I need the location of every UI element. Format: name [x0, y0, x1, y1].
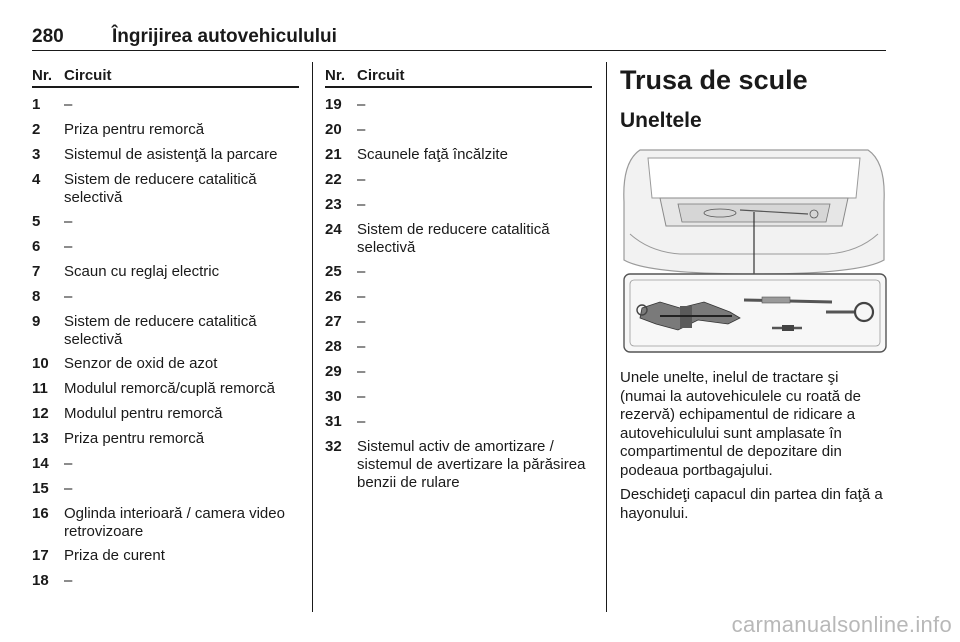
circuit-name: –	[357, 288, 366, 305]
circuit-name: Sistem de reducere catalitică selectivă	[64, 313, 257, 348]
circuit-name: Sistemul activ de amortizare / sistemul de avertizare la părăsirea benzii de rulare	[357, 438, 586, 491]
column-header-circuit: Circuit	[64, 67, 112, 84]
table-row	[325, 190, 592, 215]
table-row	[32, 424, 299, 449]
fuse-number: 11	[32, 380, 48, 397]
circuit-name: Scaun cu reglaj electric	[64, 263, 220, 280]
table-row	[32, 115, 299, 140]
fuse-number: 15	[32, 480, 49, 497]
table-row	[325, 432, 592, 492]
column-divider-1	[312, 62, 313, 612]
table-row	[325, 307, 592, 332]
circuit-name: –	[64, 213, 73, 230]
circuit-name: –	[64, 288, 73, 305]
table-row	[32, 474, 299, 499]
section-subtitle: Uneltele	[620, 109, 702, 132]
table-row	[32, 282, 299, 307]
fuse-number: 23	[325, 196, 342, 213]
circuit-name: –	[357, 171, 366, 188]
fuse-number: 5	[32, 213, 41, 230]
fuse-number: 12	[32, 405, 49, 422]
circuit-name: –	[357, 96, 366, 113]
table-row	[325, 407, 592, 432]
circuit-name: –	[357, 413, 366, 430]
table-row	[32, 90, 299, 115]
circuit-name: –	[64, 96, 73, 113]
fuse-number: 29	[325, 363, 342, 380]
table-row	[32, 165, 299, 207]
fuse-number: 20	[325, 121, 342, 138]
circuit-name: –	[64, 572, 73, 589]
fuse-number: 31	[325, 413, 342, 430]
circuit-name: Modulul pentru remorcă	[64, 405, 223, 422]
page-number: 280	[32, 26, 64, 47]
watermark: carmanualsonline.info	[731, 612, 952, 637]
table-row	[325, 332, 592, 357]
circuit-name: –	[357, 313, 366, 330]
fuse-number: 2	[32, 121, 41, 138]
table-row	[32, 257, 299, 282]
tool-kit-section	[620, 62, 888, 523]
table-row	[32, 541, 299, 566]
table-row	[32, 232, 299, 257]
fuse-number: 16	[32, 505, 49, 522]
table-row	[32, 140, 299, 165]
fuse-number: 13	[32, 430, 49, 447]
table-row	[32, 349, 299, 374]
fuse-table-right	[325, 62, 592, 492]
fuse-number: 4	[32, 171, 41, 188]
fuse-number: 19	[325, 96, 342, 113]
fuse-number: 9	[32, 313, 41, 330]
table-row	[325, 257, 592, 282]
column-divider-2	[606, 62, 607, 612]
table-row	[325, 382, 592, 407]
circuit-name: Senzor de oxid de azot	[64, 355, 218, 372]
column-header-nr: Nr.	[325, 67, 346, 84]
fuse-number: 25	[325, 263, 342, 280]
table-row	[325, 215, 592, 257]
circuit-name: –	[357, 263, 366, 280]
table-row	[32, 374, 299, 399]
circuit-name: Scaunele faţă încălzite	[357, 146, 508, 163]
circuit-name: –	[64, 480, 73, 497]
circuit-name: Sistemul de asistenţă la parcare	[64, 146, 278, 163]
fuse-rows	[325, 90, 592, 492]
table-row	[325, 115, 592, 140]
fuse-rows	[32, 90, 299, 591]
fuse-number: 3	[32, 146, 41, 163]
fuse-number: 24	[325, 221, 342, 238]
circuit-name: Modulul remorcă/cuplă remorcă	[64, 380, 275, 397]
fuse-number: 8	[32, 288, 41, 305]
fuse-number: 22	[325, 171, 342, 188]
fuse-number: 1	[32, 96, 41, 113]
table-row	[32, 207, 299, 232]
table-header	[325, 62, 592, 88]
table-row	[32, 307, 299, 349]
fuse-number: 7	[32, 263, 41, 280]
trunk-tools-illustration	[620, 142, 888, 356]
running-title: Îngrijirea autovehiculului	[112, 26, 337, 47]
fuse-number: 32	[325, 438, 342, 455]
fuse-number: 26	[325, 288, 342, 305]
table-header	[32, 62, 299, 88]
paragraph-1: Unele unelte, inelul de tractare şi (numai la autovehiculele cu roată de rezervă) echipamentul de ridicare a autovehiculului sunt amplasate în compartimentul de depozitare din podeaua portbagajului.	[620, 369, 861, 479]
fuse-number: 27	[325, 313, 342, 330]
circuit-name: –	[64, 455, 73, 472]
table-row	[32, 399, 299, 424]
table-row	[325, 90, 592, 115]
fuse-number: 14	[32, 455, 49, 472]
header-rule	[32, 50, 886, 51]
fuse-number: 18	[32, 572, 49, 589]
fuse-number: 21	[325, 146, 342, 163]
paragraph-2: Deschideţi capacul din partea din faţă a hayonului.	[620, 486, 883, 522]
fuse-number: 6	[32, 238, 41, 255]
circuit-name: –	[357, 388, 366, 405]
table-row	[325, 282, 592, 307]
fuse-number: 30	[325, 388, 342, 405]
table-row	[32, 499, 299, 541]
page-header	[32, 24, 886, 50]
fuse-number: 28	[325, 338, 342, 355]
circuit-name: Sistem de reducere catalitică selectivă	[357, 221, 550, 256]
table-row	[325, 140, 592, 165]
circuit-name: Priza de curent	[64, 547, 165, 564]
column-header-circuit: Circuit	[357, 67, 405, 84]
table-row	[32, 566, 299, 591]
section-title: Trusa de scule	[620, 65, 808, 95]
table-row	[325, 357, 592, 382]
circuit-name: –	[357, 196, 366, 213]
circuit-name: –	[64, 238, 73, 255]
column-header-nr: Nr.	[32, 67, 53, 84]
fuse-number: 10	[32, 355, 49, 372]
table-row	[325, 165, 592, 190]
fuse-table-left	[32, 62, 299, 591]
fuse-number: 17	[32, 547, 49, 564]
table-row	[32, 449, 299, 474]
circuit-name: –	[357, 121, 366, 138]
circuit-name: Priza pentru remorcă	[64, 121, 205, 138]
circuit-name: Oglinda interioară / camera video retrovizoare	[64, 505, 285, 540]
circuit-name: Priza pentru remorcă	[64, 430, 205, 447]
circuit-name: –	[357, 338, 366, 355]
circuit-name: Sistem de reducere catalitică selectivă	[64, 171, 257, 206]
circuit-name: –	[357, 363, 366, 380]
